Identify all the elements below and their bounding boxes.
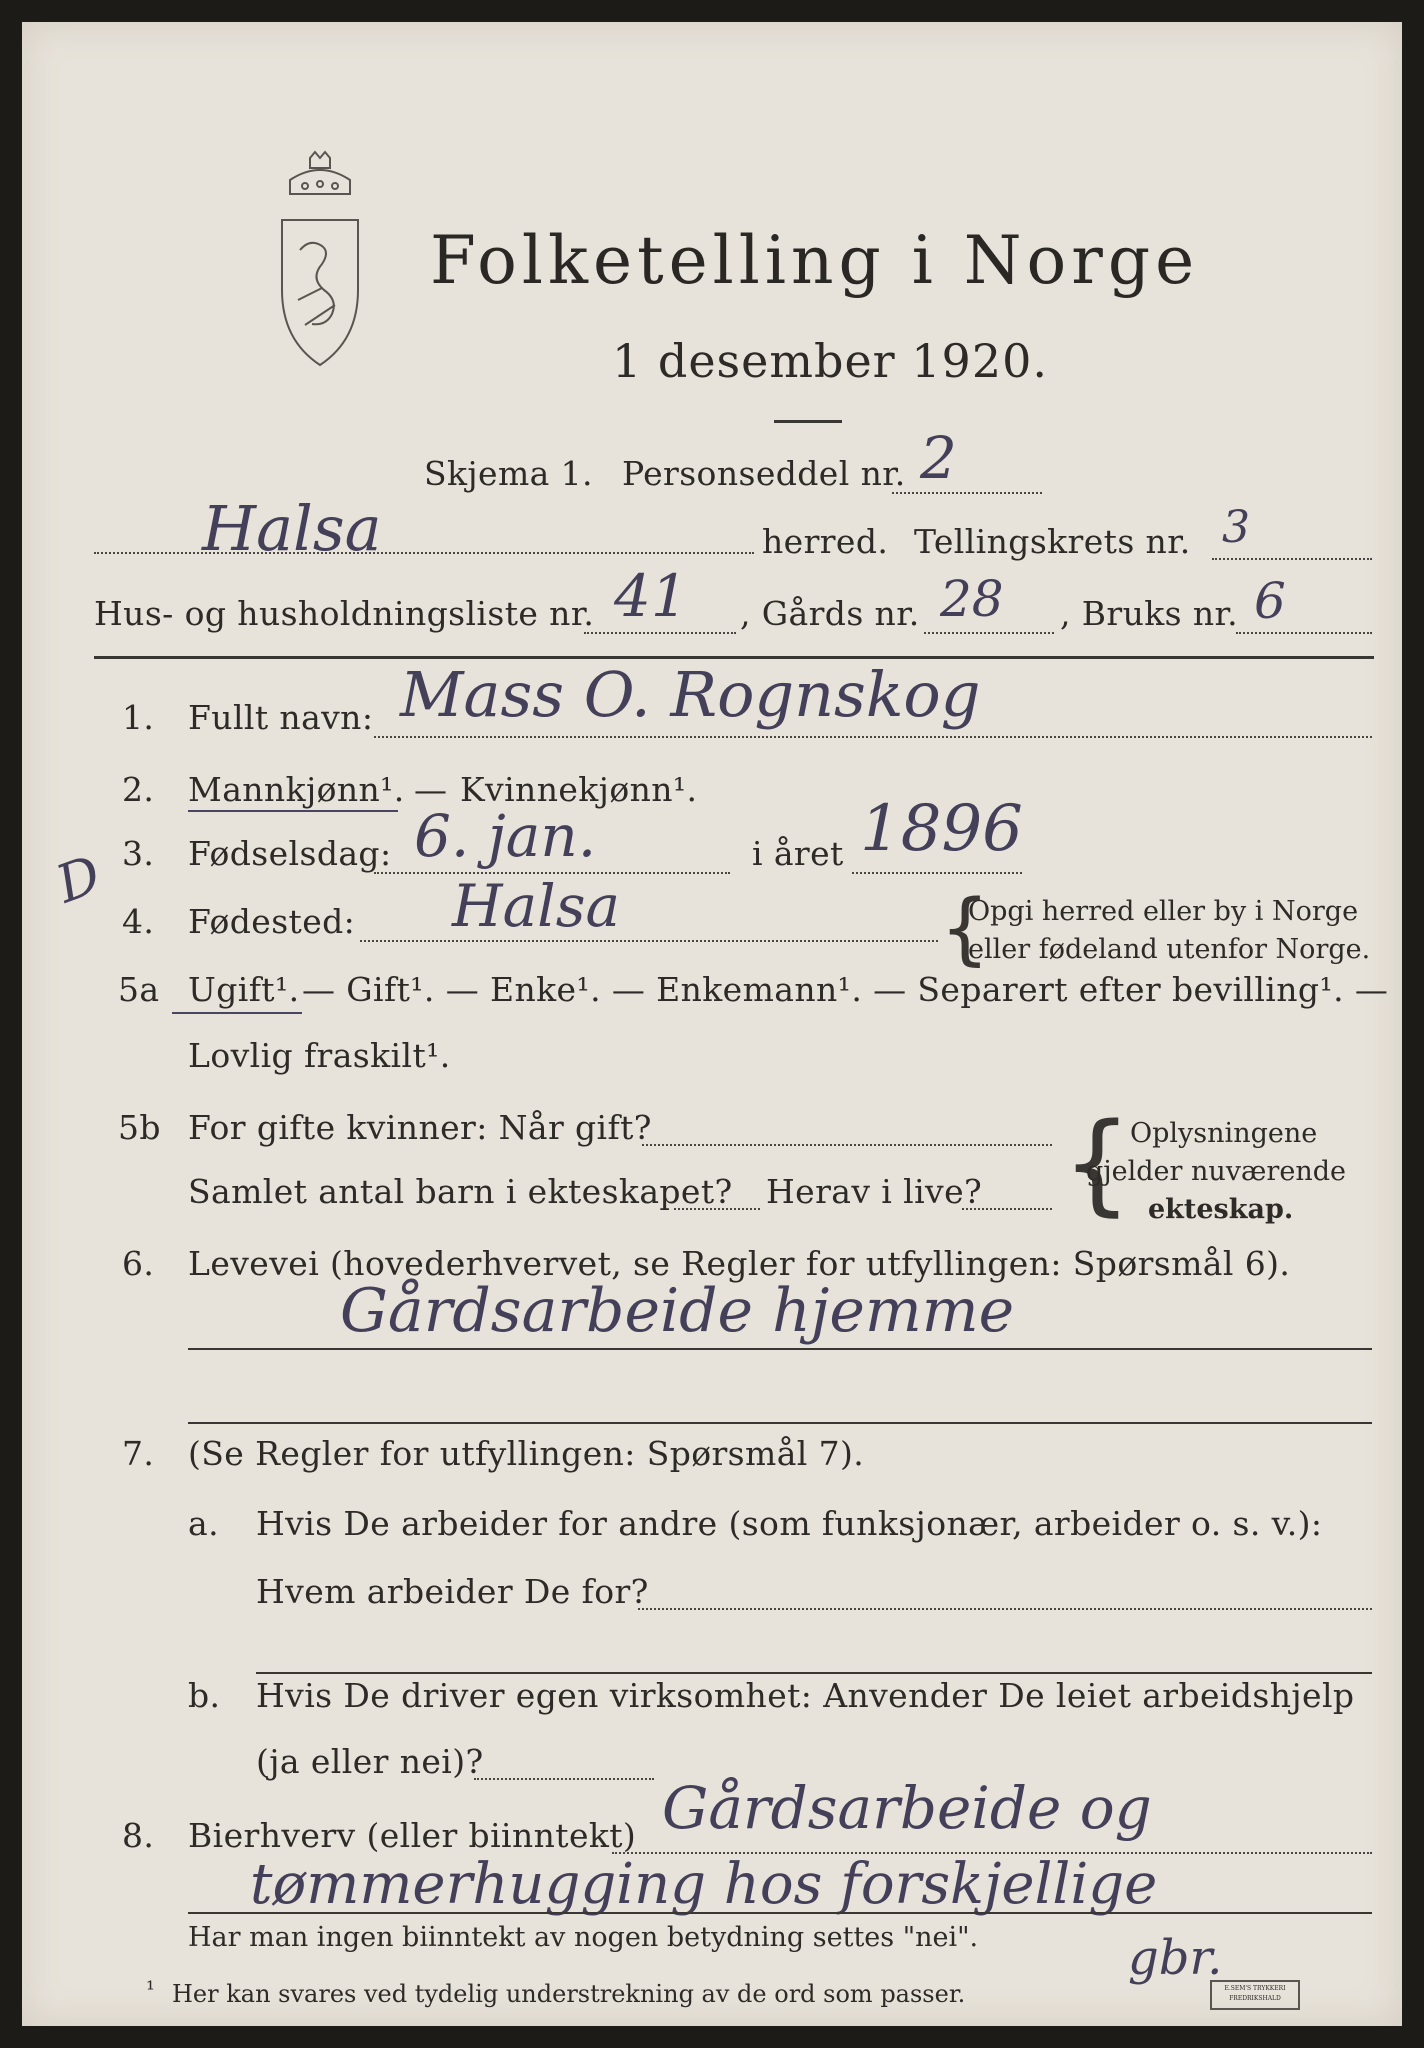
husliste-line <box>584 632 736 634</box>
q5b-number: 5b <box>118 1108 161 1147</box>
q6-line <box>188 1348 1372 1350</box>
gards-value: 28 <box>940 570 1004 628</box>
q7b-label: Hvis De driver egen virksomhet: Anvender De leiet arbeidshjelp <box>256 1676 1355 1715</box>
q2-male-underline <box>188 810 398 812</box>
q6-number: 6. <box>122 1244 155 1283</box>
q5a-ugift: Ugift¹. <box>188 970 300 1009</box>
q4-number: 4. <box>122 902 155 941</box>
q1-number: 1. <box>122 698 155 737</box>
q3-year-label: i året <box>752 834 844 873</box>
q8-note: Har man ingen biinntekt av nogen betydning settes "nei". <box>188 1922 979 1953</box>
herred-line <box>94 552 754 554</box>
q6-label: Levevei (hovederhvervet, se Regler for utfyllingen: Spørsmål 6). <box>188 1244 1291 1283</box>
q5b-line3 <box>962 1208 1052 1210</box>
census-form-page <box>22 22 1402 2026</box>
q5b-label3: Herav i live? <box>766 1172 983 1211</box>
q8-value-1: Gårdsarbeide og <box>662 1774 1152 1842</box>
q4-note-1: Opgi herred eller by i Norge <box>968 896 1359 927</box>
tellingskrets-line <box>1212 558 1372 560</box>
coat-of-arms-icon <box>260 150 380 380</box>
q6-value: Gårdsarbeide hjemme <box>340 1276 1015 1346</box>
q7b-line <box>474 1778 654 1780</box>
husliste-label: Hus- og husholdningsliste nr. <box>94 594 595 633</box>
q7a-line <box>638 1608 1372 1610</box>
q4-brace: { <box>940 884 990 974</box>
q2-separator: — <box>414 770 448 809</box>
q5b-note-2: gjelder nuværende <box>1086 1156 1346 1187</box>
q5a-options: — Gift¹. — Enke¹. — Enkemann¹. — Separert efter bevilling¹. — <box>302 970 1389 1009</box>
q5a-ugift-underline <box>172 1012 302 1014</box>
personseddel-line <box>892 492 1042 494</box>
q5b-note-1: Oplysningene <box>1130 1118 1318 1149</box>
q2-male: Mannkjønn¹. <box>188 770 405 809</box>
q7b-letter: b. <box>188 1676 221 1715</box>
bruks-label: , Bruks nr. <box>1060 594 1238 633</box>
q5b-label2: Samlet antal barn i ekteskapet? <box>188 1172 733 1211</box>
bruks-value: 6 <box>1254 572 1286 630</box>
q4-label: Fødested: <box>188 902 356 941</box>
gards-label: , Gårds nr. <box>740 594 920 633</box>
q8-line2 <box>188 1912 1372 1914</box>
q4-margin-mark: D <box>48 844 109 916</box>
q3-number: 3. <box>122 834 155 873</box>
q5b-note-3: ekteskap. <box>1148 1194 1294 1225</box>
q5a-number: 5a <box>118 970 160 1009</box>
q7a-line2 <box>256 1672 1372 1674</box>
q7-number: 7. <box>122 1434 155 1473</box>
q5b-brace: { <box>1062 1099 1132 1227</box>
personseddel-label: Personseddel nr. <box>622 454 906 493</box>
bruks-line <box>1236 632 1372 634</box>
form-title: Folketelling i Norge <box>430 222 1200 299</box>
q2-number: 2. <box>122 770 155 809</box>
q2-female: Kvinnekjønn¹. <box>460 770 698 809</box>
q1-line <box>374 736 1372 738</box>
tellingskrets-label: Tellingskrets nr. <box>914 522 1191 561</box>
q8-value-3: gbr. <box>1128 1930 1223 1986</box>
q7a-label2: Hvem arbeider De for? <box>256 1572 649 1611</box>
footnote-mark: ¹ <box>146 1978 155 2003</box>
q5b-line <box>642 1144 1052 1146</box>
census-date: 1 desember 1920. <box>612 334 1048 388</box>
q8-value-2: tømmerhugging hos forskjellige <box>250 1852 1158 1917</box>
footnote-text: Her kan svares ved tydelig understrekning av de ord som passer. <box>172 1980 966 2008</box>
husliste-value: 41 <box>614 562 688 630</box>
herred-value: Halsa <box>202 492 382 565</box>
q3-value: 6. jan. <box>414 802 597 870</box>
q8-number: 8. <box>122 1816 155 1855</box>
personseddel-value: 2 <box>920 424 957 492</box>
q7b-label2: (ja eller nei)? <box>256 1742 484 1781</box>
gards-line <box>924 632 1054 634</box>
q6-line2 <box>188 1422 1372 1424</box>
q5b-label: For gifte kvinner: Når gift? <box>188 1108 652 1147</box>
q5b-line2 <box>674 1208 760 1210</box>
q1-label: Fullt navn: <box>188 698 374 737</box>
q3-year-value: 1896 <box>860 792 1023 866</box>
q4-note-2: eller fødeland utenfor Norge. <box>968 934 1371 965</box>
q1-value: Mass O. Rognskog <box>400 658 981 731</box>
printer-stamp-text: E.SEM'S TRYKKERI FREDRIKSHALD <box>1224 1985 1286 2002</box>
q4-value: Halsa <box>452 872 621 940</box>
q7a-label: Hvis De arbeider for andre (som funksjonær, arbeider o. s. v.): <box>256 1504 1323 1543</box>
q4-line <box>360 940 938 942</box>
q7-label: (Se Regler for utfyllingen: Spørsmål 7). <box>188 1434 865 1473</box>
q3-year-line <box>852 872 1022 874</box>
q3-label: Fødselsdag: <box>188 834 392 873</box>
title-divider <box>774 420 842 423</box>
q7a-letter: a. <box>188 1504 219 1543</box>
schema-label: Skjema 1. <box>424 454 593 493</box>
herred-label: herred. <box>762 522 889 561</box>
q8-label: Bierhverv (eller biinntekt) <box>188 1816 637 1855</box>
tellingskrets-value: 3 <box>1222 502 1250 553</box>
q5a-line2: Lovlig fraskilt¹. <box>188 1036 451 1075</box>
printer-stamp <box>1210 1980 1300 2010</box>
